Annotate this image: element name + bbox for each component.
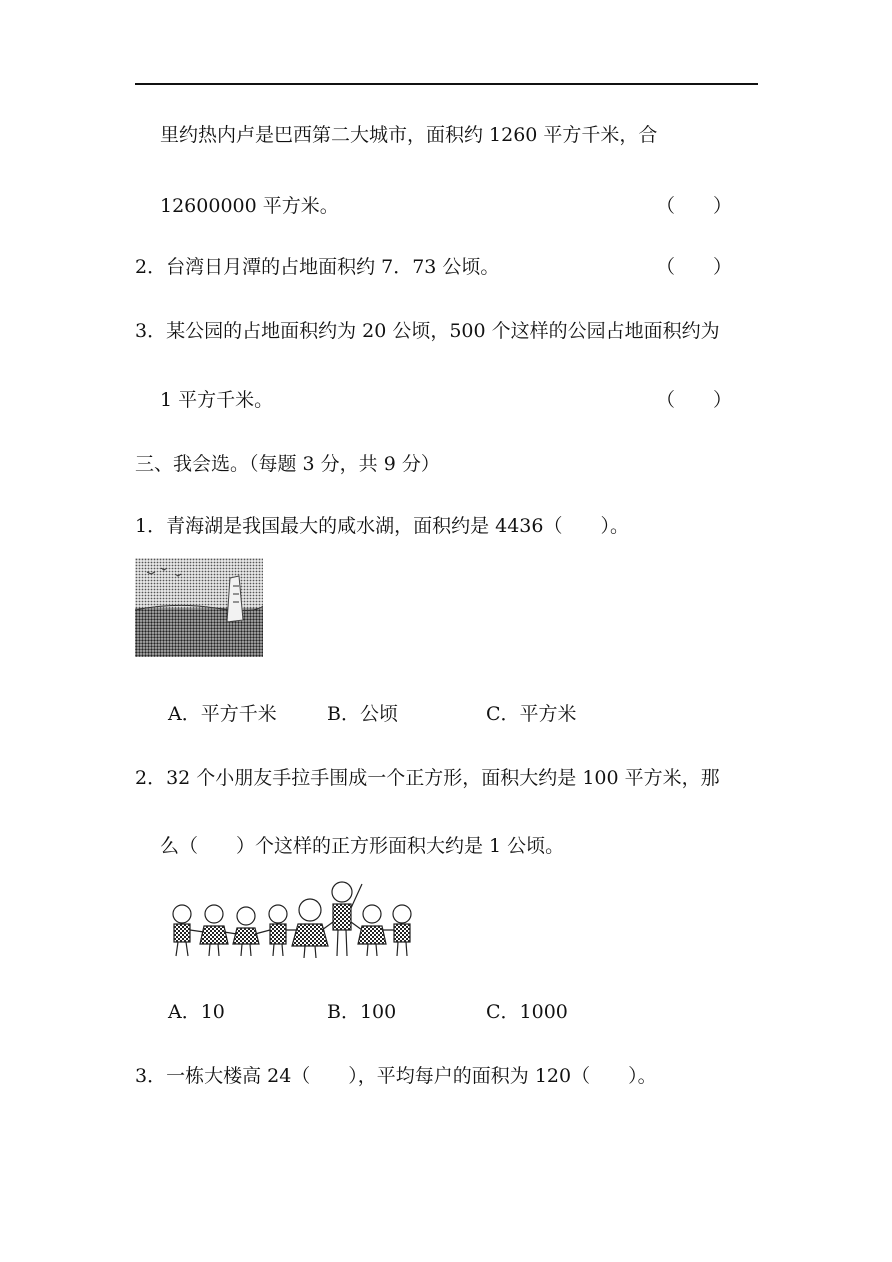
section3-heading: 三、我会选。（每题 3 分，共 9 分） (135, 453, 440, 475)
item1-answer-paren[interactable]: （ ） (656, 195, 733, 217)
q1-option-a[interactable]: A．平方千米 (168, 703, 277, 725)
qinghai-lake-photo (135, 558, 263, 662)
item1-line2: 12600000 平方米。 (160, 195, 339, 217)
item2-line1: 2．台湾日月潭的占地面积约 7．73 公顷。 (135, 256, 500, 278)
q2-option-b[interactable]: B．100 (327, 1001, 397, 1023)
q2-option-a[interactable]: A．10 (168, 1001, 225, 1023)
q3-stem: 3．一栋大楼高 24（ ），平均每户的面积为 120（ ）。 (135, 1065, 657, 1087)
item3-answer-paren[interactable]: （ ） (656, 389, 733, 411)
q2-option-c[interactable]: C．1000 (486, 1001, 568, 1023)
q2-stem-line1: 2．32 个小朋友手拉手围成一个正方形，面积大约是 100 平方米，那 (135, 767, 720, 789)
item3-line2: 1 平方千米。 (160, 389, 274, 411)
top-rule (135, 83, 758, 85)
item1-line1: 里约热内卢是巴西第二大城市，面积约 1260 平方千米，合 (160, 124, 658, 146)
q1-option-b[interactable]: B．公顷 (327, 703, 398, 725)
item2-answer-paren[interactable]: （ ） (656, 256, 733, 278)
item3-line1: 3．某公园的占地面积约为 20 公顷，500 个这样的公园占地面积约为 (135, 320, 720, 342)
q1-stem: 1．青海湖是我国最大的咸水湖，面积约是 4436（ ）。 (135, 515, 629, 537)
q2-stem-line2: 么（ ）个这样的正方形面积大约是 1 公顷。 (160, 835, 565, 857)
q1-option-c[interactable]: C．平方米 (486, 703, 577, 725)
children-holding-hands (162, 878, 422, 967)
